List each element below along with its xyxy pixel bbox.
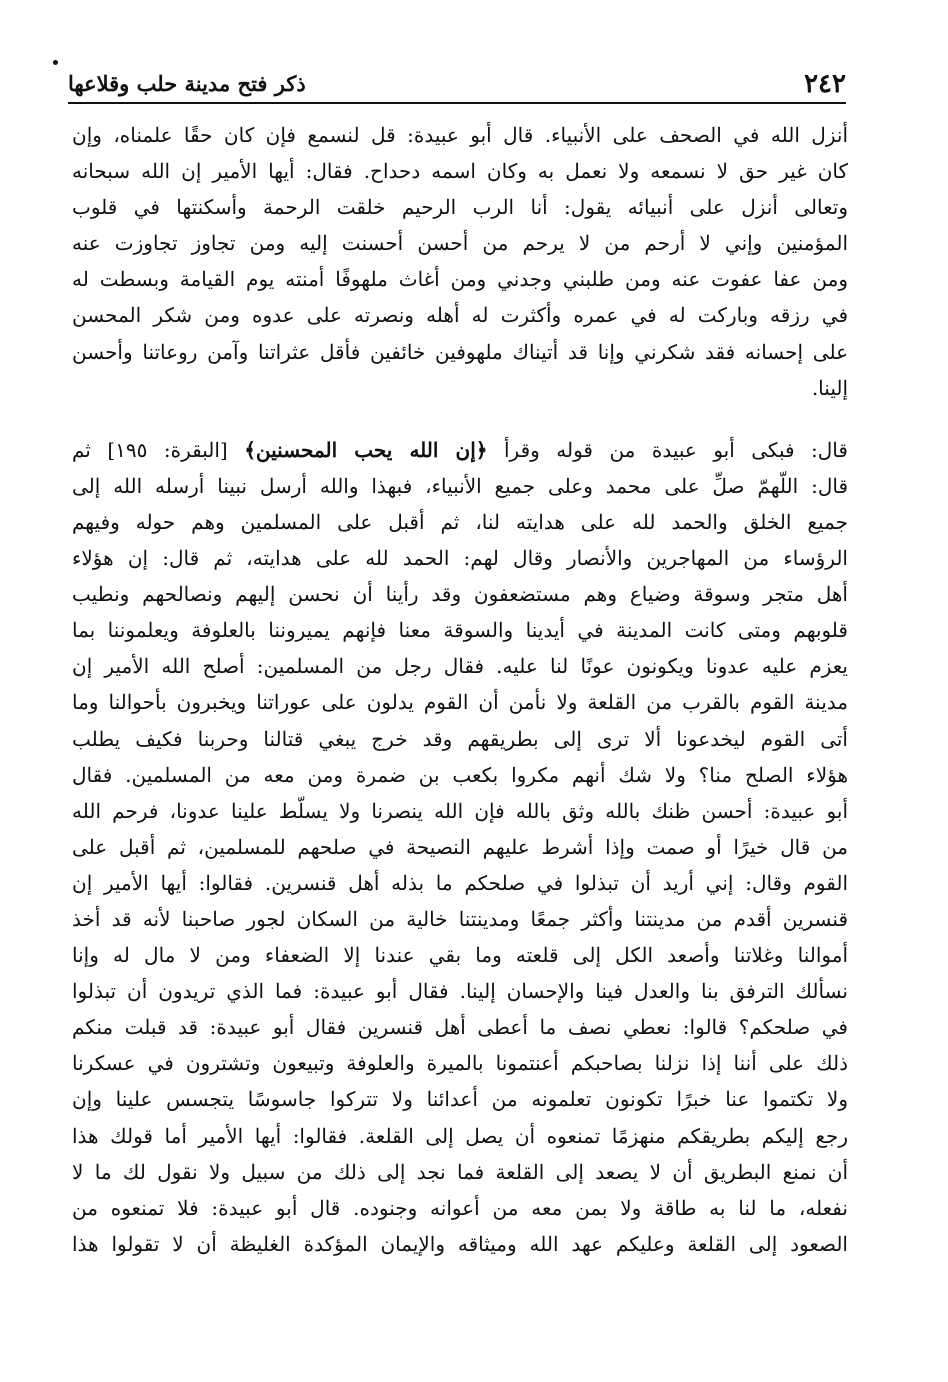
running-title: ذكر فتح مدينة حلب وقلاعها	[68, 71, 306, 96]
text-line: أموالنا وغلاتنا وأصعد الكل إلى قلعته وما بقي عندنا إلا الضعفاء ومن لا مال له وإنا	[72, 943, 848, 968]
text-line: إلينا.	[811, 375, 848, 400]
text-line: هؤلاء الصلح منا؟ ولا شك أنهم مكروا بكعب بن ضمرة ومن معه من المسلمين. فقال	[72, 762, 848, 787]
paragraph-1	[72, 117, 848, 406]
text-line: في رزقه وباركت له في عمره وأكثرت له أهله ونصرته على عدوه ومن شكر المحسن	[72, 303, 848, 328]
verse-reference: [البقرة: ١٩٥] ثم	[72, 437, 245, 462]
text-line: على إحسانه فقد شكرني وإنا قد أتيناك ملهوفين خائفين فأقل عثراتنا وآمن روعاتنا وأحسن	[72, 339, 848, 364]
text-line: يعزم عليه عدونا ويكونون عونًا لنا عليه. فقال رجل من المسلمين: أصلح الله الأمير إن	[72, 654, 848, 679]
text-line: قنسرين أقدم من مدينتنا وأكثر جمعًا ومدينتنا خالية من السكان لجور صاحبنا لأنه قد أخذ	[72, 906, 848, 931]
text-line: ولا تكتموا عنا خبرًا تكونون تعلمونه من أعدائنا ولا تتركوا جاسوسًا يتجسس علينا وإن	[72, 1087, 848, 1112]
text-line: رجع إليكم بطريقكم منهزمًا تمنعوه أن يصل إلى القلعة. فقالوا: أيها الأمير أما قولك هذا	[72, 1123, 848, 1148]
margin-mark	[53, 60, 58, 65]
text-line: القوم وقال: إني أريد أن تبذلوا في صلحكم ما بذله أهل قنسرين. فقالوا: أيها الأمير إن	[72, 870, 848, 895]
quran-verse: ﴿إن الله يحب المحسنين﴾	[244, 437, 488, 462]
text-line: كان غير حق لا نسمعه ولا نعمل به وكان اسمه دحداح. فقال: أيها الأمير إن الله سبحانه	[72, 159, 848, 184]
text-line-with-verse	[72, 432, 848, 468]
text-line: أبو عبيدة: أحسن ظنك بالله وثق بالله فإن الله ينصرنا ولا يسلّط علينا عدونا، فرحم الله	[72, 798, 848, 823]
text-line: أتى القوم ليخدعونا ألا ترى إلى بطريقهم وقد خرج يبغي قتالنا وحربنا فكيف يطلب	[72, 726, 848, 751]
text-line: أهل متجر وسوقة وضياع وهم مستضعفون وقد رأينا أن نحسن إليهم ونصالحهم ونطيب	[72, 582, 848, 607]
paragraph-2	[72, 432, 848, 1262]
text-line: قال: اللّهمّ صلِّ على محمد وعلى جميع الأنبياء، فبهذا والله أرسل نبينا أرسله الله إلى	[72, 473, 848, 498]
text-line: جميع الخلق والحمد لله على هدايته لنا، ثم أقبل على المسلمين وهم حوله وفيهم	[72, 509, 848, 534]
text-line: من قال خيرًا أو صمت وإذا أشرط عليهم النصيحة في صلحهم للمسلمين، ثم أقبل على	[72, 834, 848, 859]
text-line: الرؤساء من المهاجرين والأنصار وقال لهم: الحمد لله على هدايته، ثم قال: إن هؤلاء	[72, 546, 848, 571]
text-line: في صلحكم؟ قالوا: نعطي نصف ما أعطى أهل قنسرين فقال أبو عبيدة: قد قبلت منكم	[72, 1015, 848, 1040]
text-line: نفعله، ما لنا به طاقة ولا بمن معه من أعوانه وجنوده. قال أبو عبيدة: فلا تمنعوه من	[72, 1195, 848, 1220]
text-line: المؤمنين وإني لا أرحم من لا يرحم من أحسن أحسنت إليه ومن تجاوز تجاوزت عنه	[72, 231, 848, 256]
text-line: مدينة القوم بالقرب من القلعة ولا نأمن أن القوم يدلون على عوراتنا ويخبرون بأحوالنا وما	[72, 690, 848, 715]
text-line: نسألك الترفق بنا والعدل فينا والإحسان إلينا. فقال أبو عبيدة: فما الذي تريدون أن تبذلوا	[72, 979, 848, 1004]
text-line: ومن عفا عفوت عنه ومن طلبني وجدني ومن أغاث ملهوفًا أمنته يوم القيامة وبسطت له	[72, 267, 848, 292]
text-line: ذلك على أننا إذا نزلنا بصاحبكم أعنتمونا بالميرة والعلوفة وتبيعون وتشترون في عسكرنا	[72, 1051, 848, 1076]
text-line: قلوبهم ومتى كانت المدينة في أيدينا والسوقة معنا فإنهم يميروننا بالعلوفة ويعلموننا بما	[72, 618, 848, 643]
page-number: ٢٤٢	[804, 69, 846, 99]
text-line: وتعالى أنزل على أنبيائه يقول: أنا الرب الرحيم خلقت الرحمة وأسكنتها في قلوب	[72, 195, 848, 220]
text-line: أن نمنع البطريق أن لا يصعد إلى القلعة فما نجد إلى ذلك من سبيل ولا نقول لك ما لا	[72, 1159, 848, 1184]
line-prefix: قال: فبكى أبو عبيدة من قوله وقرأ	[487, 437, 848, 462]
page-body	[72, 117, 848, 1262]
text-line: الصعود إلى القلعة وعليكم عهد الله وميثاقه والإيمان المؤكدة الغليظة أن لا تقولوا هذا	[72, 1231, 848, 1256]
page-header	[68, 62, 846, 104]
paragraph-gap	[72, 406, 848, 432]
text-line: أنزل الله في الصحف على الأنبياء. قال أبو عبيدة: قل لنسمع فإن كان حقًا علمناه، وإن	[72, 123, 848, 147]
